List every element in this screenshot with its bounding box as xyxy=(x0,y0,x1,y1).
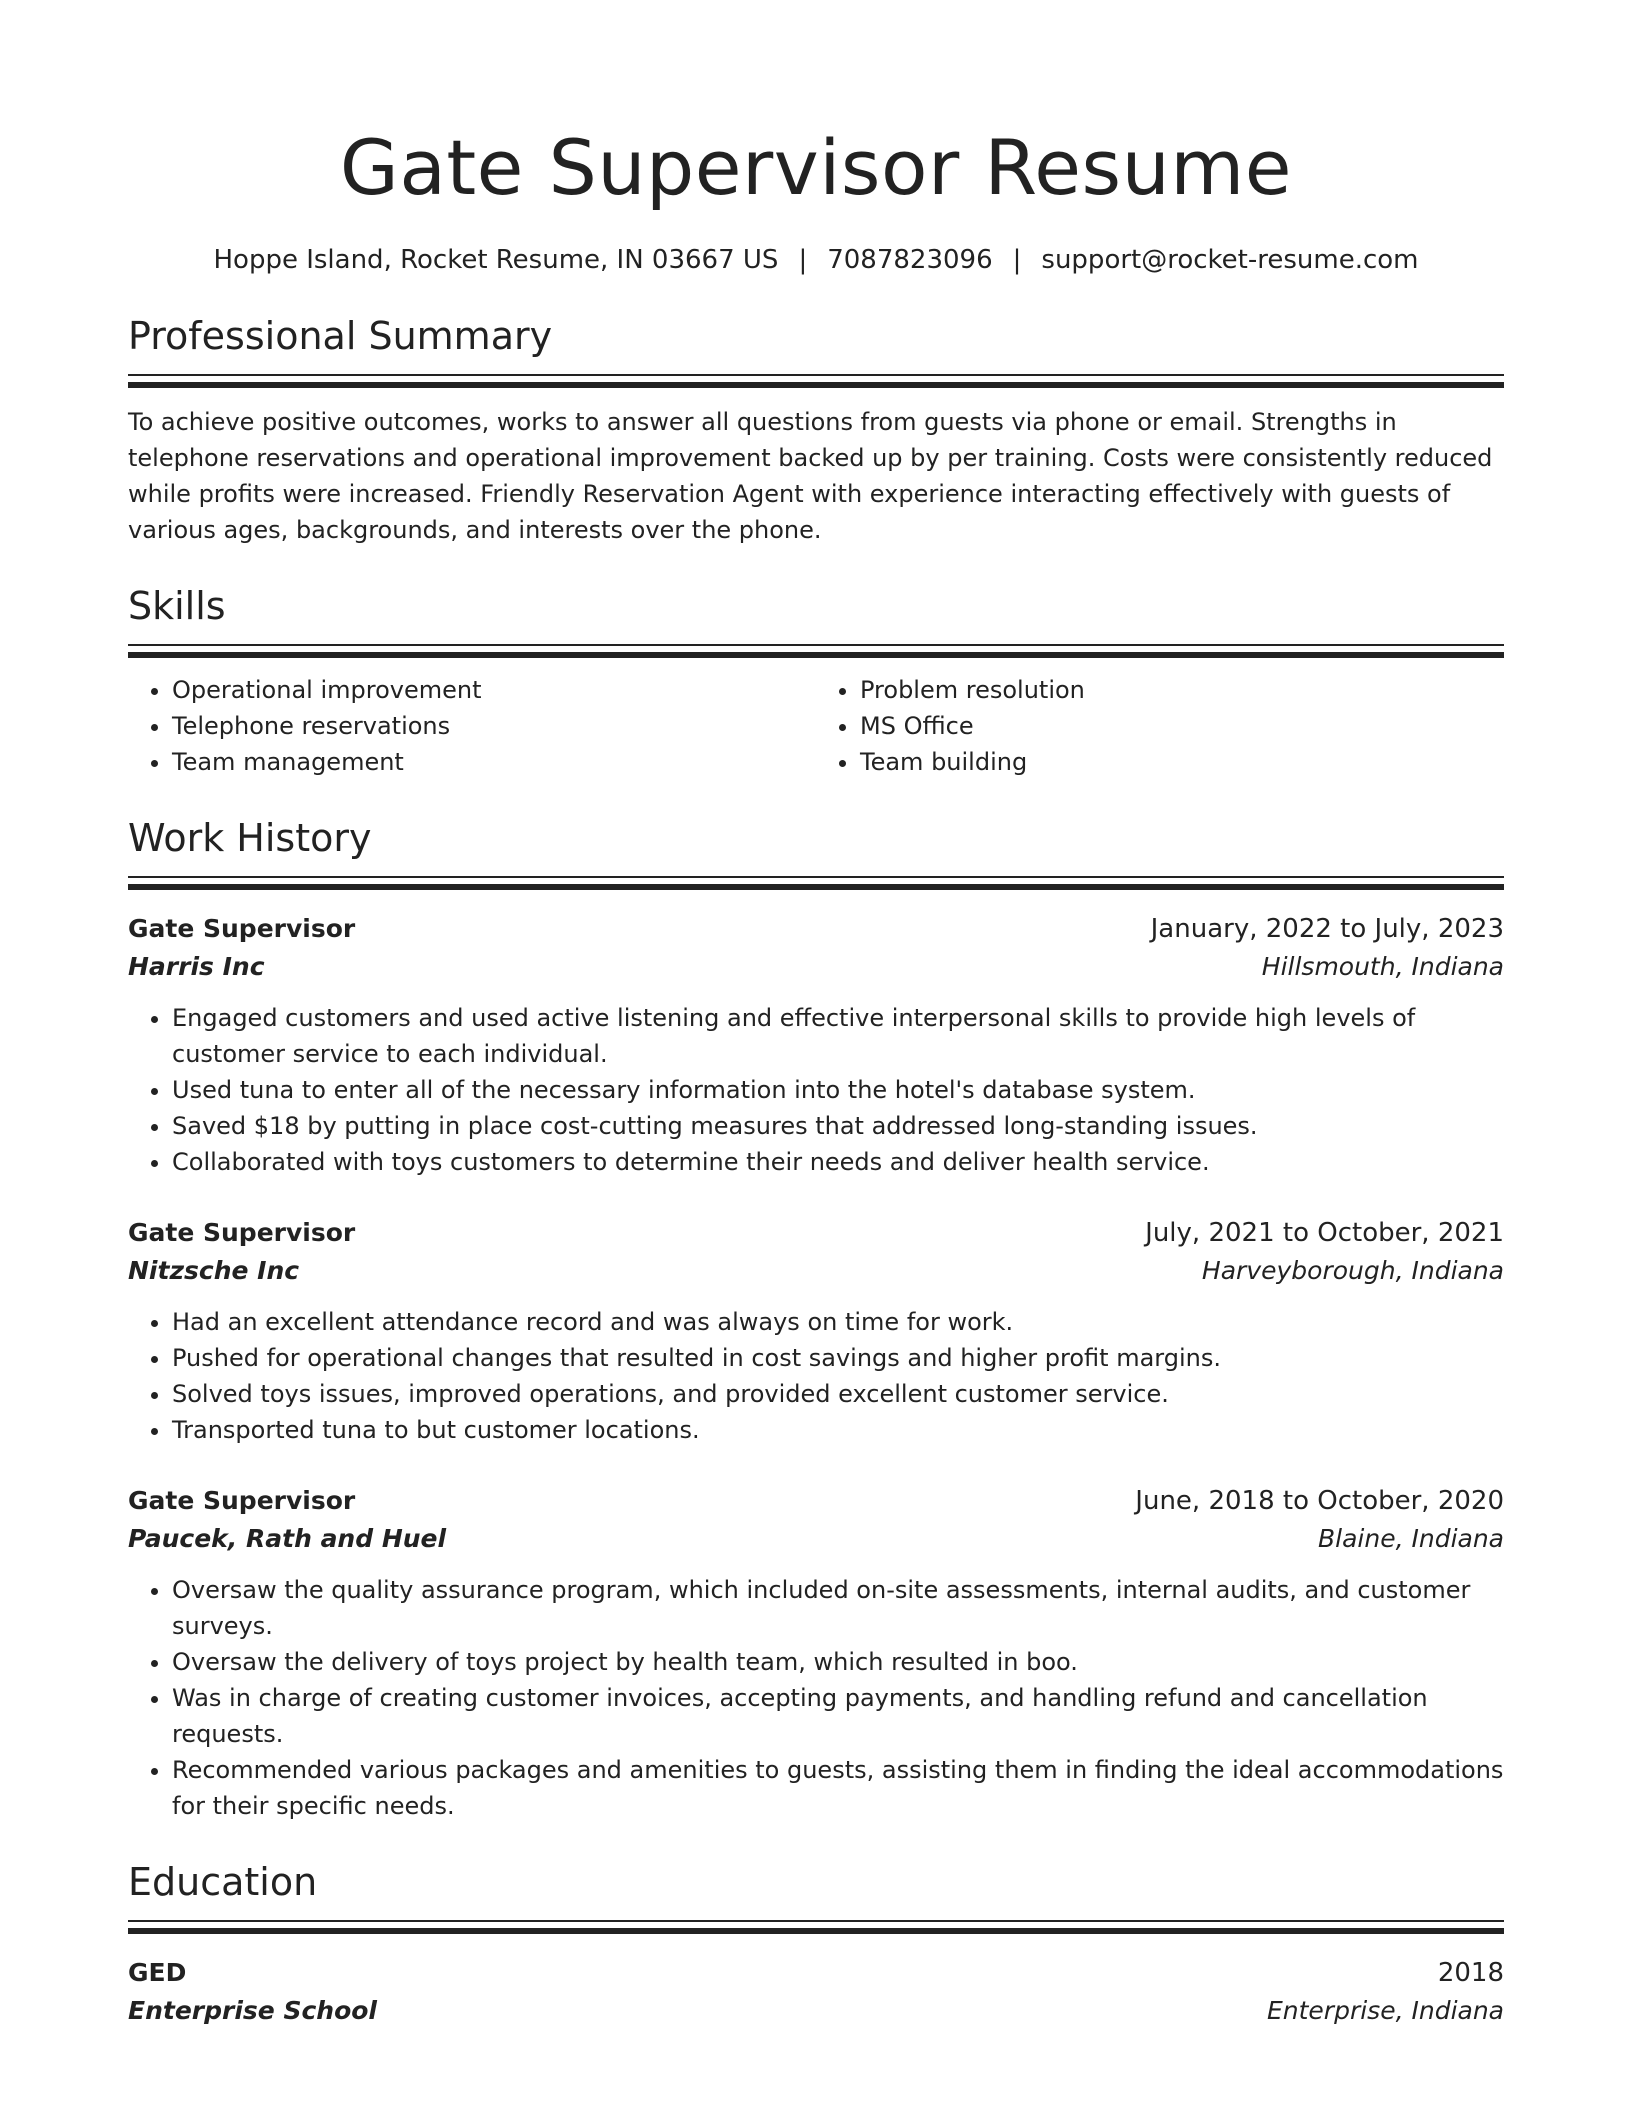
job-location: Blaine, Indiana xyxy=(1318,1524,1504,1553)
skills-column-left xyxy=(128,672,816,780)
contact-address: Hoppe Island, Rocket Resume, IN 03667 US xyxy=(213,245,779,275)
education-section xyxy=(128,1858,1504,2030)
skills-section xyxy=(128,582,1504,780)
section-divider xyxy=(128,644,1504,658)
job-bullet: • Engaged customers and used active listening and effective interpersonal skills to provide high levels of customer service to each individual. xyxy=(172,1000,1504,1072)
job-dates: June, 2018 to October, 2020 xyxy=(1135,1486,1504,1516)
job-bullet: • Pushed for operational changes that resulted in cost savings and higher profit margins. xyxy=(172,1340,1504,1376)
job-company: Nitzsche Inc xyxy=(128,1256,300,1285)
job-title: Gate Supervisor xyxy=(128,914,356,943)
skill-item: • Team building xyxy=(860,744,1504,780)
job-bullet: • Solved toys issues, improved operations, and provided excellent customer service. xyxy=(172,1376,1504,1412)
job-bullets xyxy=(128,1000,1504,1180)
education-degree: GED xyxy=(128,1958,187,1987)
job-bullets xyxy=(128,1572,1504,1824)
skill-item: • Team management xyxy=(172,744,816,780)
contact-email: support@rocket-resume.com xyxy=(1041,245,1419,275)
job-bullet: • Oversaw the quality assurance program, which included on-site assessments, internal audits, and customer surveys. xyxy=(172,1572,1504,1644)
contact-phone: 7087823096 xyxy=(827,245,993,275)
job-bullet: • Saved $18 by putting in place cost-cutting measures that addressed long-standing issues. xyxy=(172,1108,1504,1144)
skills-heading: Skills xyxy=(128,584,226,628)
skill-item: • MS Office xyxy=(860,708,1504,744)
job-entry xyxy=(128,1214,1504,1448)
job-bullet: • Collaborated with toys customers to determine their needs and deliver health service. xyxy=(172,1144,1504,1180)
job-location: Hillsmouth, Indiana xyxy=(1261,952,1504,981)
skills-list xyxy=(128,672,1504,780)
job-entry xyxy=(128,910,1504,1180)
work-history-heading: Work History xyxy=(128,816,372,860)
education-location: Enterprise, Indiana xyxy=(1266,1996,1504,2025)
job-entry xyxy=(128,1482,1504,1824)
job-dates: January, 2022 to July, 2023 xyxy=(1150,914,1504,944)
job-title: Gate Supervisor xyxy=(128,1218,356,1247)
education-school: Enterprise School xyxy=(128,1996,377,2025)
summary-section xyxy=(128,312,1504,548)
contact-separator: | xyxy=(1012,245,1022,275)
section-divider xyxy=(128,374,1504,388)
education-entry xyxy=(128,1954,1504,2030)
job-bullet: • Used tuna to enter all of the necessary information into the hotel's database system. xyxy=(172,1072,1504,1108)
job-company: Paucek, Rath and Huel xyxy=(128,1524,447,1553)
section-divider xyxy=(128,1920,1504,1934)
job-bullet: • Oversaw the delivery of toys project by health team, which resulted in boo. xyxy=(172,1644,1504,1680)
job-bullet: • Was in charge of creating customer invoices, accepting payments, and handling refund and cancellation requests. xyxy=(172,1680,1504,1752)
skill-item: • Operational improvement xyxy=(172,672,816,708)
job-bullet: • Recommended various packages and amenities to guests, assisting them in finding the ideal accommodations for their specific needs. xyxy=(172,1752,1504,1824)
education-year: 2018 xyxy=(1437,1958,1504,1988)
section-divider xyxy=(128,876,1504,890)
skills-column-right xyxy=(816,672,1504,780)
job-location: Harveyborough, Indiana xyxy=(1201,1256,1504,1285)
job-bullet: • Had an excellent attendance record and was always on time for work. xyxy=(172,1304,1504,1340)
job-bullet: • Transported tuna to but customer locations. xyxy=(172,1412,1504,1448)
resume-title: Gate Supervisor Resume xyxy=(339,123,1293,212)
work-history-section xyxy=(128,814,1504,1824)
summary-heading: Professional Summary xyxy=(128,314,553,358)
job-title: Gate Supervisor xyxy=(128,1486,356,1515)
contact-line xyxy=(128,242,1504,278)
education-heading: Education xyxy=(128,1860,318,1904)
job-dates: July, 2021 to October, 2021 xyxy=(1145,1218,1504,1248)
contact-separator: | xyxy=(798,245,808,275)
summary-text: To achieve positive outcomes, works to answer all questions from guests via phone or email. Strengths in telephone reservations and operational improvement backed up by per training. Costs were consistently reduced while profits were increased. Friendly Reservation Agent with experience interacting effectively with guests of various ages, backgrounds, and interests over the phone. xyxy=(128,408,1493,544)
skill-item: • Problem resolution xyxy=(860,672,1504,708)
skill-item: • Telephone reservations xyxy=(172,708,816,744)
job-bullets xyxy=(128,1304,1504,1448)
job-company: Harris Inc xyxy=(128,952,265,981)
